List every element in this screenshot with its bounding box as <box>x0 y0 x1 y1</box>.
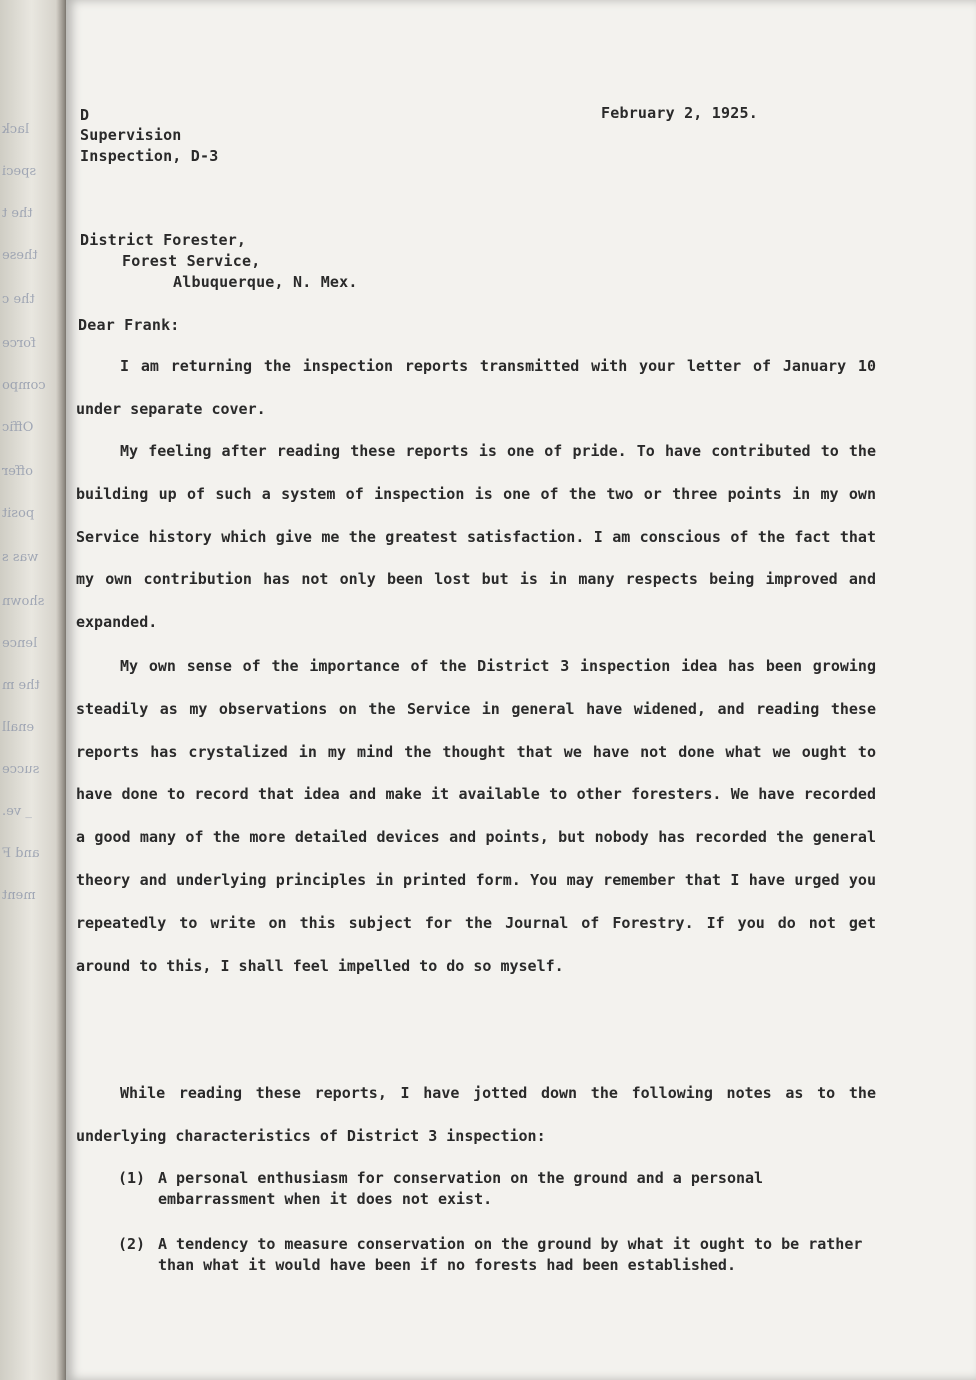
bleed-line: enall <box>2 720 35 735</box>
list-item <box>118 1168 878 1210</box>
letter-date: February 2, 1925. <box>601 104 758 122</box>
body-paragraph: I am returning the inspection reports transmitted with your letter of January 10 under separate cover. <box>76 357 876 418</box>
address-line: Albuquerque, N. Mex. <box>173 273 358 291</box>
bleed-line: ment <box>2 888 36 903</box>
bleed-line: the t <box>2 206 33 221</box>
bleed-line: these <box>2 248 38 263</box>
salutation: Dear Frank: <box>78 316 180 334</box>
address-line: District Forester, <box>80 231 247 249</box>
body-paragraph: My own sense of the importance of the District 3 inspection idea has been growing steadily as my observations on the Service in general have widened, and reading these reports has crystalized in my mind the thought that we have not done what we ought to have done to record that idea and make it available to other foresters. We have recorded a good many of the more detailed devices and points, but nobody has recorded the general theory and underlying principles in printed form. You may remember that I have urged you repeatedly to write on this subject for the Journal of Forestry. If you do not get around to this, I shall feel impelled to do so myself. <box>76 657 876 975</box>
bleed-line: posit <box>2 506 35 521</box>
bleed-line: lence <box>2 636 38 651</box>
list-item-number: (2) <box>118 1235 146 1253</box>
body-paragraph: My feeling after reading these reports is one of pride. To have contributed to the building up of such a system of inspection is one of the two or three points in my own Service history which give me the greatest satisfaction. I am conscious of the fact that my own contribution has not only been lost but is in many respects being improved and expanded. <box>76 442 876 632</box>
facing-page-bleed-through <box>0 0 60 1380</box>
bleed-line: the m <box>2 678 40 693</box>
bleed-line: Offic <box>2 420 34 435</box>
bleed-line: lack <box>2 122 30 137</box>
subject-line: Supervision <box>80 126 182 144</box>
list-item-number: (1) <box>118 1169 146 1187</box>
bleed-line: offer <box>2 464 33 479</box>
bleed-line: force <box>2 336 36 351</box>
bleed-line: the c <box>2 292 35 307</box>
list-item-text: A personal enthusiasm for conservation on the ground and a personal embarrassment when it does not exist. <box>158 1169 764 1208</box>
bleed-line: _ ve. <box>2 804 32 819</box>
file-code: D <box>80 106 90 124</box>
list-item <box>118 1234 878 1276</box>
bleed-line: and F <box>2 846 40 861</box>
bleed-line: speci <box>2 164 37 179</box>
bleed-line: shown <box>2 594 45 609</box>
body-paragraph: While reading these reports, I have jotted down the following notes as to the underlying characteristics of District 3 inspection: <box>76 1084 876 1145</box>
subject-line: Inspection, D-3 <box>80 147 219 165</box>
bleed-line: compo <box>2 378 46 393</box>
address-line: Forest Service, <box>122 252 261 270</box>
bleed-line: was s <box>2 550 39 565</box>
bleed-line: succe <box>2 762 40 777</box>
list-item-text: A tendency to measure conservation on the ground by what it ought to be rather than what it would have been if no forests had been established. <box>158 1235 863 1274</box>
